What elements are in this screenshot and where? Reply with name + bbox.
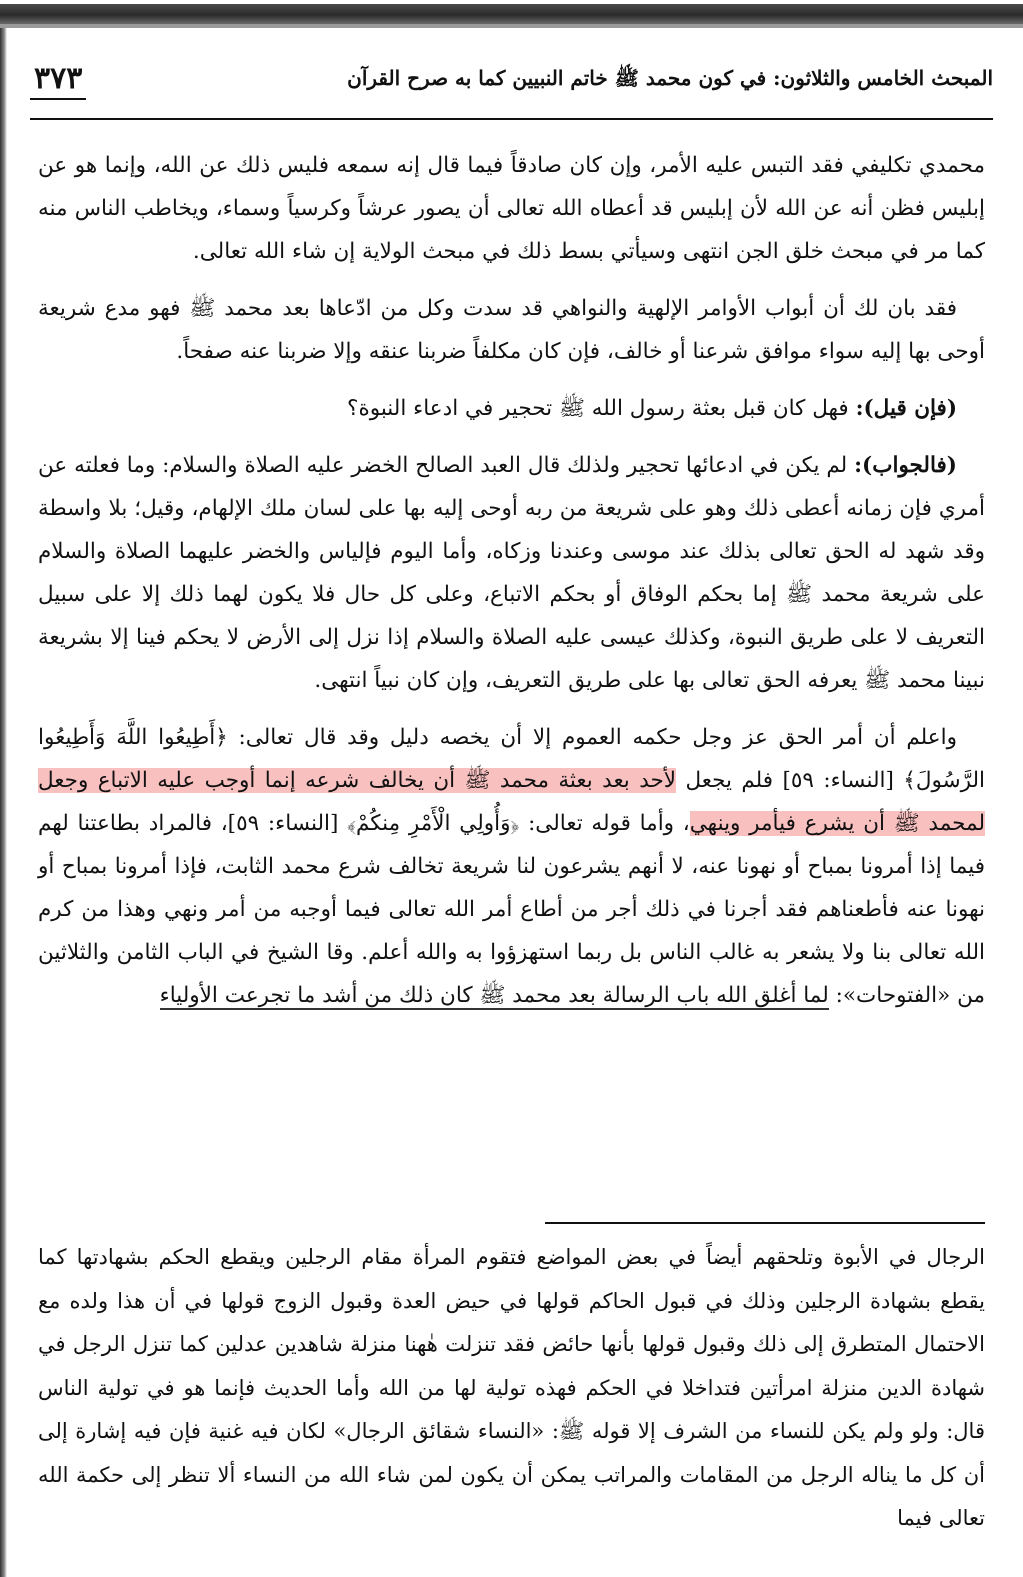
paragraph-3 [38,387,985,430]
answer-term: (فالجواب): [854,453,957,478]
question-text: فهل كان قبل بعثة رسول الله ﷺ تحجير في ادعاء النبوة؟ [347,396,849,421]
question-term: (فإن قيل): [855,396,957,421]
answer-text: لم يكن في ادعائها تحجير ولذلك قال العبد الصالح الخضر عليه الصلاة والسلام: وما فعلته عن أمري فإن زمانه أعطى ذلك وهو على شريعة من ربه أوحى إليه بها على لسان ملك الإلهام، وقيل؛ بلا واسطة وقد شهد له الحق تعالى بذلك عند موسى وعندنا وزكاه، وأما اليوم فإلياس والخضر عليهما الصلاة والسلام على شريعة محمد ﷺ إما بحكم الوفاق أو بحكم الاتباع، وعلى كل حال فلا يكون لهما ذلك إلا على سبيل التعريف لا على طريق النبوة، وكذلك عيسى عليه الصلاة والسلام إذا نزل إلى الأرض لا يحكم فينا إلا بشريعة نبينا محمد ﷺ يعرفه الحق تعالى بها على طريق التعريف، وإن كان نبياً انتهى. [38,453,985,693]
running-head: المبحث الخامس والثلاثون: في كون محمد ﷺ خاتم النبيين كما به صرح القرآن [347,66,993,90]
paragraph-4 [38,444,985,702]
page-edge [0,28,7,1577]
paragraph-5-start: واعلم أن أمر الحق عز وجل حكمه العموم إلا أن يخصه دليل وقد قال تعالى: ﴿أَطِيعُوا اللَّهَ وَأَطِيعُوا الرَّسُولَ﴾ [النساء: ٥٩] فلم يجعل [38,725,985,793]
main-text [38,144,985,1031]
top-border [0,4,1023,24]
footnote-separator [545,1222,985,1224]
paragraph-5-middle: ، وأما قوله تعالى: ﴿وَأُولِي الْأَمْرِ مِنكُمْ﴾ [النساء: ٥٩]، فالمراد بطاعتنا لهم فيما إذا أمرونا بمباح أو نهونا عنه، لا أنهم يشرعون لنا شريعة تخالف شرع محمد الثابت، فإذا أمرونا بمباح أو نهونا عنه فأطعناهم فقد أجرنا في ذلك أجر من أطاع أمر الله تعالى فيما أوجبه من أمر ونهي وهذا من كرم الله تعالى بنا ولا يشعر به غالب الناس بل ربما استهزؤوا به والله أعلم. وقا الشيخ في الباب الثامن والثلاثين من «الفتوحات»: [38,811,985,1008]
top-border-shadow [0,24,1023,28]
paragraph-2: فقد بان لك أن أبواب الأوامر الإلهية والنواهي قد سدت وكل من ادّعاها بعد محمد ﷺ فهو مدع شريعة أوحى بها إليه سواء موافق شرعنا أو خالف، فإن كان مكلفاً ضربنا عنقه وإلا ضربنا عنه صفحاً. [38,296,985,364]
page-header [30,60,993,106]
underlined-passage: لما أغلق الله باب الرسالة بعد محمد ﷺ كان ذلك من أشد ما تجرعت الأولياء [159,983,829,1008]
highlighted-passage: لأحد بعد بعثة محمد ﷺ أن يخالف شرعه إنما أوجب عليه الاتباع وجعل لمحمد ﷺ أن يشرع فيأمر وينهي [38,768,986,836]
paragraph-1: محمدي تكليفي فقد التبس عليه الأمر، وإن كان صادقاً فيما قال إنه سمعه فليس ذلك عن الله، وإنما هو عن إبليس فظن أنه عن الله لأن إبليس قد أعطاه الله تعالى أن يصور عرشاً وكرسياً وسماء، ويخاطب الناس منه كما مر في مبحث خلق الجن انتهى وسيأتي بسط ذلك في مبحث الولاية إن شاء الله تعالى. [38,153,985,264]
footnote-text: الرجال في الأبوة وتلحقهم أيضاً في بعض المواضع فتقوم المرأة مقام الرجلين ويقطع الحكم بشهادتها كما يقطع بشهادة الرجلين وذلك في قبول الحاكم قولها في حيض العدة وقبول الزوج قولها في أن هذا ولده مع الاحتمال المتطرق إلى ذلك وقبول قولها بأنها حائض فقد تنزلت هٰهنا منزلة شاهدين عدلين كما تنزل الرجل في شهادة الدين منزلة امرأتين فتداخلا في الحكم فهذه تولية لها من الله وأما الحديث فإنما هو في تولية الناس قال: ولو ولم يكن للنساء من الشرف إلا قوله ﷺ: «النساء شقائق الرجال» لكان فيه غنية فإن فيه إشارة إلى أن كل ما يناله الرجل من المقامات والمراتب يمكن أن يكون لمن شاء الله من النساء ألا تنظر إلى حكمة الله تعالى فيما [38,1245,985,1530]
page-number: ٣٧٣ [30,60,86,100]
paragraph-5 [38,716,985,1017]
header-rule [30,118,993,120]
footnote [38,1236,985,1541]
